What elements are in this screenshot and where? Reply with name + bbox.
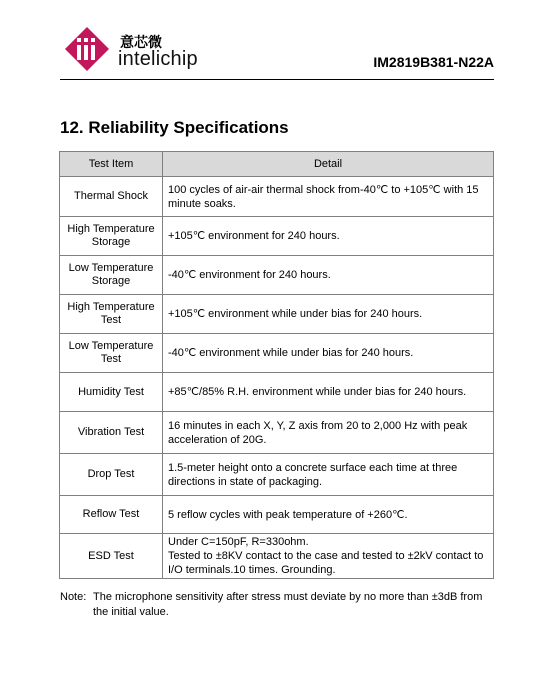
detail-line: 16 minutes in each X, Y, Z axis from 20 to 2,000 Hz with peak acceleration of 20G.	[168, 419, 468, 446]
table-row	[60, 373, 494, 412]
table-header-row	[60, 152, 494, 177]
table-row	[60, 177, 494, 217]
detail-line: -40℃ environment while under bias for 240 hours.	[168, 347, 414, 359]
brand-cn: 意芯微	[120, 35, 162, 51]
table-row	[60, 295, 494, 334]
test-item-cell: Drop Test	[60, 454, 163, 496]
detail-cell	[163, 177, 494, 217]
detail-line: 100 cycles of air-air thermal shock from-40℃ to +105℃ with 15 minute soaks.	[168, 183, 479, 210]
table-row	[60, 454, 494, 496]
detail-cell	[163, 295, 494, 334]
table-row	[60, 534, 494, 579]
detail-cell	[163, 334, 494, 373]
detail-cell	[163, 496, 494, 534]
table-row	[60, 412, 494, 454]
detail-line: +85℃/85% R.H. environment while under bias for 240 hours.	[168, 386, 467, 398]
detail-line: Tested to ±8KV contact to the case and tested to ±2kV contact to I/O terminals.10 times. Grounding.	[168, 550, 484, 576]
test-item-cell: Low Temperature Storage	[60, 256, 163, 295]
detail-cell	[163, 534, 494, 579]
detail-cell	[163, 454, 494, 496]
detail-line: Under C=150pF, R=330ohm.	[168, 536, 309, 548]
test-item-cell: ESD Test	[60, 534, 163, 579]
detail-cell	[163, 256, 494, 295]
test-item-cell: Thermal Shock	[60, 177, 163, 217]
table-row	[60, 496, 494, 534]
detail-cell	[163, 412, 494, 454]
reliability-table	[59, 151, 494, 579]
detail-line: +105℃ environment for 240 hours.	[168, 230, 340, 242]
detail-line: +105℃ environment while under bias for 240 hours.	[168, 308, 423, 320]
detail-line: -40℃ environment for 240 hours.	[168, 269, 331, 281]
table-row	[60, 217, 494, 256]
page-header	[60, 18, 494, 80]
test-item-cell: Humidity Test	[60, 373, 163, 412]
header-divider	[60, 79, 494, 80]
detail-line: 5 reflow cycles with peak temperature of +260℃.	[168, 508, 408, 521]
detail-cell	[163, 373, 494, 412]
brand-en: intelichip	[118, 48, 198, 70]
detail-line: 1.5-meter height onto a concrete surface each time at three directions in state of packaging.	[168, 461, 458, 488]
note-text: The microphone sensitivity after stress must deviate by no more than ±3dB from the initial value.	[93, 591, 483, 618]
test-item-cell: High Temperature Test	[60, 295, 163, 334]
table-row	[60, 334, 494, 373]
column-header-test-item: Test Item	[60, 152, 163, 177]
section-title: 12. Reliability Specifications	[60, 118, 289, 137]
test-item-cell: Low Temperature Test	[60, 334, 163, 373]
test-item-cell: Reflow Test	[60, 496, 163, 534]
table-row	[60, 256, 494, 295]
intelichip-logo-icon	[64, 26, 110, 72]
test-item-cell: Vibration Test	[60, 412, 163, 454]
part-number: IM2819B381-N22A	[373, 54, 494, 70]
test-item-cell: High Temperature Storage	[60, 217, 163, 256]
detail-cell	[163, 217, 494, 256]
note-label: Note:	[60, 591, 87, 603]
column-header-detail: Detail	[163, 152, 494, 177]
